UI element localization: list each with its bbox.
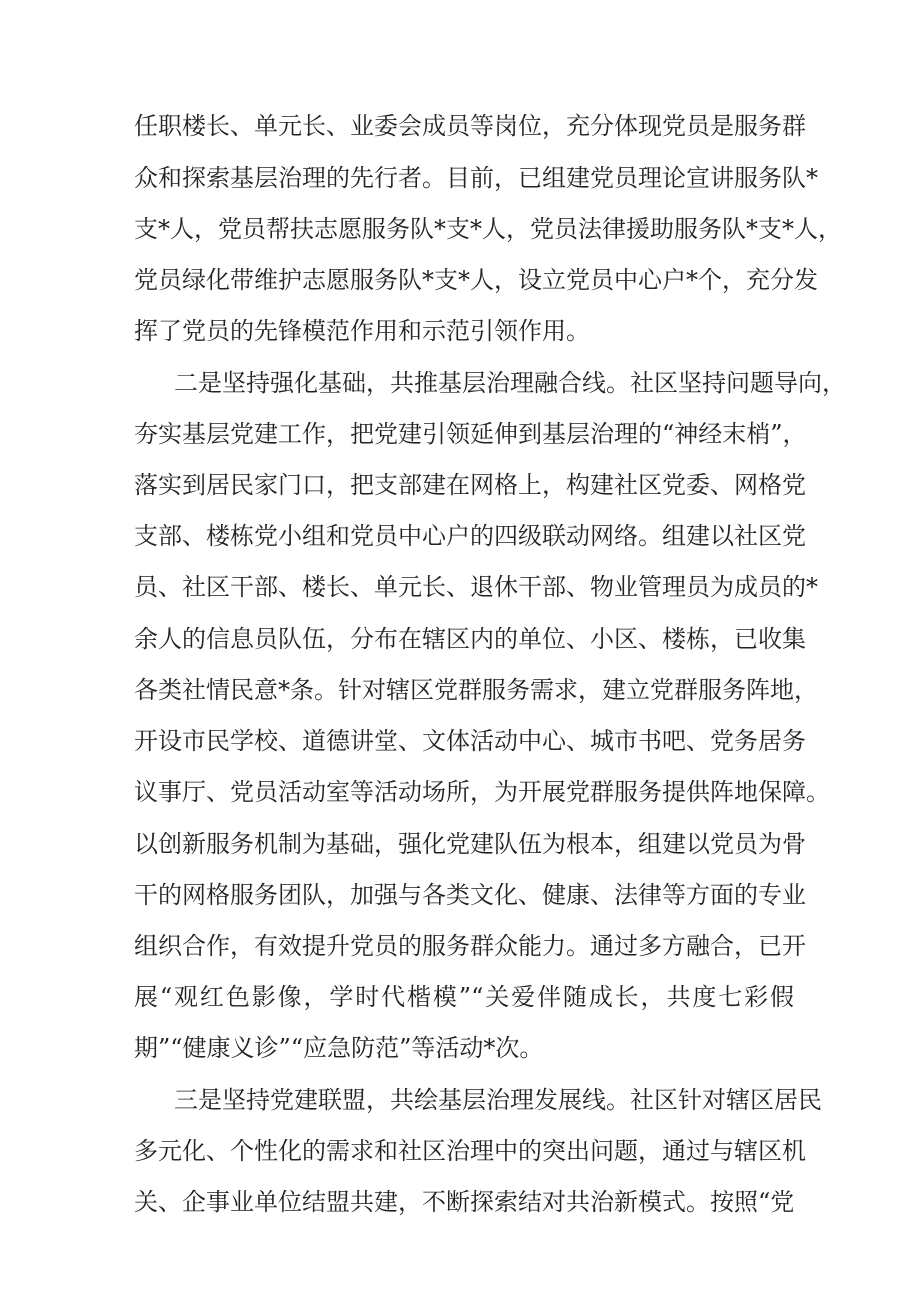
text-line: 落实到居民家门口，把支部建在网格上，构建社区党委、网格党 xyxy=(134,471,806,499)
paragraph-first-line: 二是坚持强化基础，共推基层治理融合线。社区坚持问题导向， xyxy=(174,369,846,397)
text-line: 干的网格服务团队，加强与各类文化、健康、法律等方面的专业 xyxy=(134,881,806,909)
text-line: 展“观红色影像，学时代楷模”“关爱伴随成长，共度七彩假 xyxy=(134,983,794,1011)
text-line: 员、社区干部、楼长、单元长、退休干部、物业管理员为成员的* xyxy=(134,573,818,601)
text-line: 任职楼长、单元长、业委会成员等岗位，充分体现党员是服务群 xyxy=(134,112,806,140)
text-line: 期”“健康义诊”“应急防范”等活动*次。 xyxy=(134,1034,544,1062)
text-line: 支*人，党员帮扶志愿服务队*支*人，党员法律援助服务队*支*人， xyxy=(134,215,842,243)
text-line: 党员绿化带维护志愿服务队*支*人，设立党员中心户*个，充分发 xyxy=(134,266,818,294)
text-line: 关、企事业单位结盟共建，不断探索结对共治新模式。按照“党 xyxy=(134,1188,795,1216)
text-line: 支部、楼栋党小组和党员中心户的四级联动网络。组建以社区党 xyxy=(134,522,806,550)
text-line: 开设市民学校、道德讲堂、文体活动中心、城市书吧、党务居务 xyxy=(134,727,806,755)
text-line: 多元化、个性化的需求和社区治理中的突出问题，通过与辖区机 xyxy=(134,1137,806,1165)
text-line: 组织合作，有效提升党员的服务群众能力。通过多方融合，已开 xyxy=(134,932,806,960)
text-line: 挥了党员的先锋模范作用和示范引领作用。 xyxy=(134,317,590,345)
text-line: 夯实基层党建工作，把党建引领延伸到基层治理的“神经末梢”， xyxy=(134,420,807,448)
paragraph-first-line: 三是坚持党建联盟，共绘基层治理发展线。社区针对辖区居民 xyxy=(174,1086,822,1114)
text-line: 各类社情民意*条。针对辖区党群服务需求，建立党群服务阵地， xyxy=(134,676,818,704)
text-line: 众和探索基层治理的先行者。目前，已组建党员理论宣讲服务队* xyxy=(134,164,818,192)
text-line: 以创新服务机制为基础，强化党建队伍为根本，组建以党员为骨 xyxy=(134,830,806,858)
text-line: 余人的信息员队伍，分布在辖区内的单位、小区、楼栋，已收集 xyxy=(134,625,806,653)
text-line: 议事厅、党员活动室等活动场所，为开展党群服务提供阵地保障。 xyxy=(134,778,830,806)
